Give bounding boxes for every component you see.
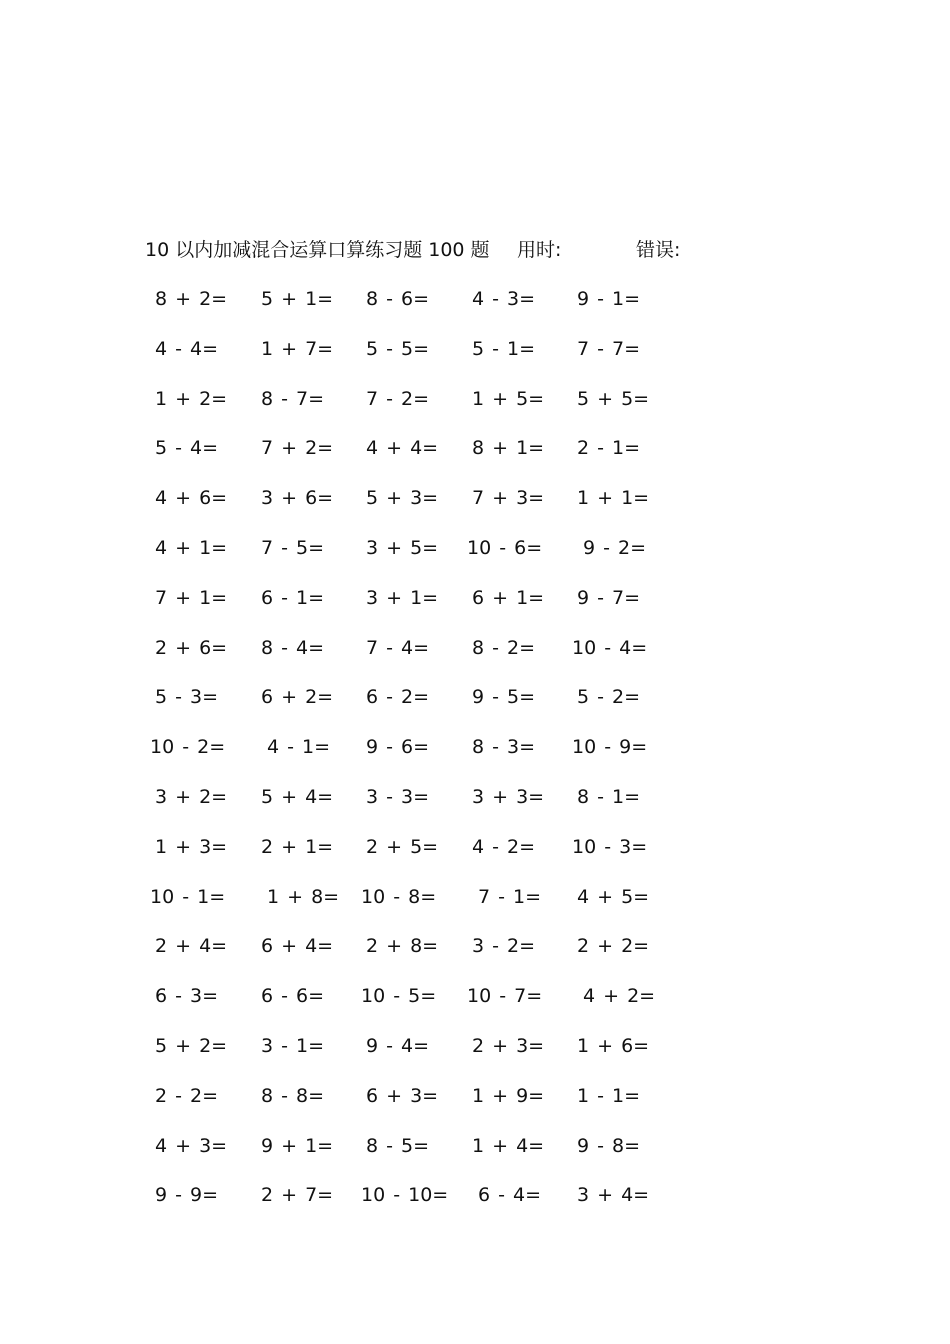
problem-r6-c2: 7 - 5= <box>261 537 325 559</box>
problem-r15-c1: 6 - 3= <box>155 985 219 1008</box>
problem-r14-c4: 3 - 2= <box>472 935 536 958</box>
problem-r1-c5: 9 - 1= <box>577 288 641 310</box>
problem-r5-c4: 7 + 3= <box>472 487 545 510</box>
problem-r9-c5: 5 - 2= <box>577 686 641 709</box>
problem-r9-c3: 6 - 2= <box>366 686 430 709</box>
problem-r7-c5: 9 - 7= <box>577 586 641 609</box>
problem-r8-c5: 10 - 4= <box>572 636 648 659</box>
problem-r4-c2: 7 + 2= <box>261 437 334 460</box>
problem-r19-c2: 2 + 7= <box>261 1184 334 1207</box>
problem-r3-c2: 8 - 7= <box>261 387 325 410</box>
problem-r10-c1: 10 - 2= <box>150 736 226 759</box>
problem-r7-c3: 3 + 1= <box>366 586 439 609</box>
problem-r17-c3: 6 + 3= <box>366 1084 439 1107</box>
problem-r6-c4: 10 - 6= <box>467 537 543 559</box>
problem-r14-c2: 6 + 4= <box>261 935 334 958</box>
problem-r11-c1: 3 + 2= <box>155 786 228 808</box>
problem-r14-c1: 2 + 4= <box>155 935 228 958</box>
problem-r19-c3: 10 - 10= <box>361 1184 449 1207</box>
problem-r17-c5: 1 - 1= <box>577 1084 641 1107</box>
problem-r4-c5: 2 - 1= <box>577 437 641 460</box>
problem-r16-c1: 5 + 2= <box>155 1035 228 1057</box>
problem-r18-c3: 8 - 5= <box>366 1134 430 1157</box>
problem-r5-c2: 3 + 6= <box>261 487 334 510</box>
problem-r17-c4: 1 + 9= <box>472 1084 545 1107</box>
problem-r7-c1: 7 + 1= <box>155 586 228 609</box>
problem-r12-c2: 2 + 1= <box>261 835 334 858</box>
problem-r18-c5: 9 - 8= <box>577 1134 641 1157</box>
time-used-label: 用时: <box>517 239 562 261</box>
problem-r11-c4: 3 + 3= <box>472 786 545 808</box>
problem-r2-c2: 1 + 7= <box>261 337 334 360</box>
problem-r11-c5: 8 - 1= <box>577 786 641 808</box>
problem-r13-c3: 10 - 8= <box>361 885 437 908</box>
error-count-label: 错误: <box>636 239 681 261</box>
problem-r9-c4: 9 - 5= <box>472 686 536 709</box>
problem-r4-c1: 5 - 4= <box>155 437 219 460</box>
problem-r6-c1: 4 + 1= <box>155 537 228 559</box>
problem-r19-c4: 6 - 4= <box>478 1184 542 1207</box>
problem-r16-c2: 3 - 1= <box>261 1035 325 1057</box>
problem-r12-c4: 4 - 2= <box>472 835 536 858</box>
problem-r18-c4: 1 + 4= <box>472 1134 545 1157</box>
problem-r1-c4: 4 - 3= <box>472 288 536 310</box>
problem-r5-c3: 5 + 3= <box>366 487 439 510</box>
problem-r6-c3: 3 + 5= <box>366 537 439 559</box>
problem-r1-c2: 5 + 1= <box>261 288 334 310</box>
problem-r3-c5: 5 + 5= <box>577 387 650 410</box>
problem-r18-c2: 9 + 1= <box>261 1134 334 1157</box>
problem-r9-c1: 5 - 3= <box>155 686 219 709</box>
problem-r5-c5: 1 + 1= <box>577 487 650 510</box>
problem-r4-c3: 4 + 4= <box>366 437 439 460</box>
problem-r8-c4: 8 - 2= <box>472 636 536 659</box>
problem-r5-c1: 4 + 6= <box>155 487 228 510</box>
problem-r3-c4: 1 + 5= <box>472 387 545 410</box>
problem-r18-c1: 4 + 3= <box>155 1134 228 1157</box>
worksheet-title: 10 以内加减混合运算口算练习题 100 题 <box>145 239 490 261</box>
problem-r19-c1: 9 - 9= <box>155 1184 219 1207</box>
problem-r2-c5: 7 - 7= <box>577 337 641 360</box>
problem-r1-c3: 8 - 6= <box>366 288 430 310</box>
problem-r6-c5: 9 - 2= <box>583 537 647 559</box>
problem-r9-c2: 6 + 2= <box>261 686 334 709</box>
problem-r16-c5: 1 + 6= <box>577 1035 650 1057</box>
problem-r3-c1: 1 + 2= <box>155 387 228 410</box>
problem-r7-c2: 6 - 1= <box>261 586 325 609</box>
problem-r8-c3: 7 - 4= <box>366 636 430 659</box>
problem-r11-c2: 5 + 4= <box>261 786 334 808</box>
problem-r10-c3: 9 - 6= <box>366 736 430 759</box>
problem-r15-c5: 4 + 2= <box>583 985 656 1008</box>
problem-r14-c3: 2 + 8= <box>366 935 439 958</box>
problem-r13-c4: 7 - 1= <box>478 885 542 908</box>
problem-r19-c5: 3 + 4= <box>577 1184 650 1207</box>
problem-r2-c4: 5 - 1= <box>472 337 536 360</box>
problem-r8-c2: 8 - 4= <box>261 636 325 659</box>
problem-r16-c4: 2 + 3= <box>472 1035 545 1057</box>
problem-r17-c1: 2 - 2= <box>155 1084 219 1107</box>
problem-r12-c3: 2 + 5= <box>366 835 439 858</box>
problem-r11-c3: 3 - 3= <box>366 786 430 808</box>
problem-r15-c3: 10 - 5= <box>361 985 437 1008</box>
problem-r14-c5: 2 + 2= <box>577 935 650 958</box>
problem-r13-c5: 4 + 5= <box>577 885 650 908</box>
problem-r2-c1: 4 - 4= <box>155 337 219 360</box>
problem-r12-c1: 1 + 3= <box>155 835 228 858</box>
problem-r12-c5: 10 - 3= <box>572 835 648 858</box>
problem-r1-c1: 8 + 2= <box>155 288 228 310</box>
problem-r13-c1: 10 - 1= <box>150 885 226 908</box>
problem-r8-c1: 2 + 6= <box>155 636 228 659</box>
problem-r10-c4: 8 - 3= <box>472 736 536 759</box>
problem-r16-c3: 9 - 4= <box>366 1035 430 1057</box>
problem-r7-c4: 6 + 1= <box>472 586 545 609</box>
problem-r2-c3: 5 - 5= <box>366 337 430 360</box>
problem-r15-c2: 6 - 6= <box>261 985 325 1008</box>
problem-r3-c3: 7 - 2= <box>366 387 430 410</box>
problem-r10-c2: 4 - 1= <box>267 736 331 759</box>
problem-r13-c2: 1 + 8= <box>267 885 340 908</box>
problem-r10-c5: 10 - 9= <box>572 736 648 759</box>
problem-r17-c2: 8 - 8= <box>261 1084 325 1107</box>
problem-r4-c4: 8 + 1= <box>472 437 545 460</box>
problem-r15-c4: 10 - 7= <box>467 985 543 1008</box>
